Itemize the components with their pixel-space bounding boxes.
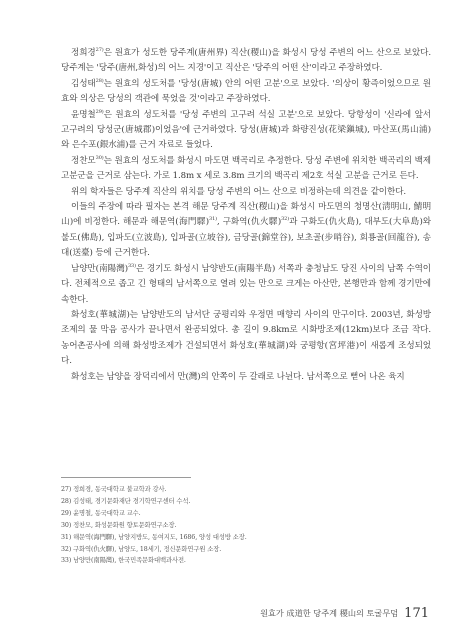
paragraph-text: 는 원효의 성도처를 화성시 마도면 백곡리로 추정한다. 당성 주변에 위치한 백곡리의 백제 고분군을 근거로 삼는다. 가로 1.8m x 세로 3.8m 크기의 백곡리 제2호 석실 고분을 근거로 든다. [61, 155, 431, 182]
paragraph-text: 과 구화도(仇火島), 대부도(大阜島)와 불도(佛島), 입파도(立波島), 입파골(立坡谷), 금당골(錦堂谷), 보초골(步哨谷), 회룡골(回龍谷), 송대(送臺) 등에 근거한다. [61, 217, 432, 259]
footnote-marker: 28) [95, 77, 104, 84]
footnote-30: 30) 정찬모, 화성문화원 향토문화연구소장. [61, 521, 177, 529]
running-title: 원효가 成道한 당주계 稷山의 토굴무덤 [260, 608, 399, 618]
paragraph-text: 이들의 주장에 따라 필자는 본격 해문 당주계 직산(稷山)을 화성시 마도면의 청명산(淸明山, 鯖明山)에 비정한다. 해문과 해문역(海門驛) [61, 202, 431, 228]
paragraph-text: 은 원효의 성도처를 '당성 주변의 고구려 석실 고분'으로 보았다. 당항성이 '신라에 앞서 고구려의 당성군(唐城郡)이었음'에 근거하였다. 당성(唐城)과 화량진성(花梁鎭城), 마산포(馬山浦)와 은수포(銀水浦)를 근거 자료로 들었다. [61, 109, 431, 151]
footnote-marker: 30) [95, 154, 104, 161]
body-paragraph [61, 108, 431, 154]
footnote-marker: 31) [209, 216, 218, 223]
paragraph-text: 은 경기도 화성시 남양반도(南陽半島) 서쪽과 충청남도 당진 사이의 남쪽 수역이다. 전체적으로 좁고 긴 형태의 남서쪽으로 열려 있는 만으로 크게는 아산만, 본행만과 함께 경기만에 속한다. [61, 263, 432, 305]
page-number: 171 [404, 606, 429, 621]
footnotes [61, 484, 431, 567]
body-paragraph [61, 77, 431, 108]
footnote-29: 29) 윤명철, 동국대학교 교수. [61, 509, 141, 517]
footnote-31: 31) 해문역(海門驛), 남양지방도, 동여지도, 1686, 양성 대성방 소장. [61, 533, 247, 541]
paragraph-text: 정찬모 [71, 155, 96, 166]
footnote-marker: 33) [127, 262, 136, 269]
footnote-marker: 29) [95, 108, 104, 115]
footnote-divider [61, 477, 191, 478]
body-paragraph [61, 308, 431, 370]
paragraph-text: 김성태 [71, 78, 96, 89]
body-paragraph [61, 262, 431, 308]
body-paragraph [61, 370, 431, 385]
paragraph-text: 윤명철 [71, 109, 96, 120]
paragraph-text: 화성호(華城湖)는 남양반도의 남서단 궁평리와 우정면 매향리 사이의 만구이다. 2003년, 화성방조제의 물 막음 공사가 끝나면서 완공되었다. 총 길이 9.8km로 시화방조제(12km)보다 조금 작다. 농어촌공사에 의해 화성방조제가 건설되면서 화성호(華城湖)와 궁평항(宮坪港)이 새롭게 조성되었다. [61, 309, 431, 367]
body-paragraph [61, 185, 431, 200]
paragraph-text: 은 원효가 성도한 당주계(唐州界) 직산(稷山)을 화성시 당성 주변의 어느 산으로 보았다. 당주계는 '당주(唐州,화성)의 어느 지경'이고 직산은 '당주의 어떤 산'이라고 주장하였다. [61, 48, 431, 74]
body-paragraph [61, 154, 431, 185]
body-paragraph [61, 200, 431, 262]
paragraph-text: , 구화역(仇火驛) [217, 217, 282, 228]
running-footer [260, 606, 429, 621]
paragraph-text: 정희경 [71, 48, 96, 58]
body-text [61, 46, 431, 385]
footnote-28: 28) 김성태, 경기문화재단 경기학연구센터 수석. [61, 497, 191, 505]
footnote-marker: 32) [281, 216, 290, 223]
footnote-32: 32) 구화역(仇火驛), 남양도, 18세기, 정신문화연구원 소장. [61, 545, 222, 553]
paragraph-text: 는 원효의 성도처를 '당성(唐城) 안의 어떤 고분'으로 보았다. '의상이 황즉이었으므로 원효와 의상은 당성의 객관에 묵었을 것'이라고 주장하였다. [61, 78, 431, 105]
footnote-marker: 27) [95, 47, 104, 54]
footnote-27: 27) 정희경, 동국대학교 불교학과 강사. [61, 486, 167, 493]
footnote-33: 33) 남양만(南陽灣), 한국민족문화대백과사전. [61, 557, 186, 565]
paragraph-text: 남양만(南陽灣) [71, 263, 128, 274]
body-paragraph [61, 46, 431, 77]
paragraph-text: 위의 학자들은 당주계 직산의 위치를 당성 주변의 어느 산으로 비정하는데 의견을 같이한다. [71, 186, 407, 197]
paragraph-text: 화성호는 남양을 장덕리에서 만(灣)의 안쪽이 두 갈래로 나뉜다. 남서쪽으로 뻗어 나온 육지 [71, 371, 405, 382]
